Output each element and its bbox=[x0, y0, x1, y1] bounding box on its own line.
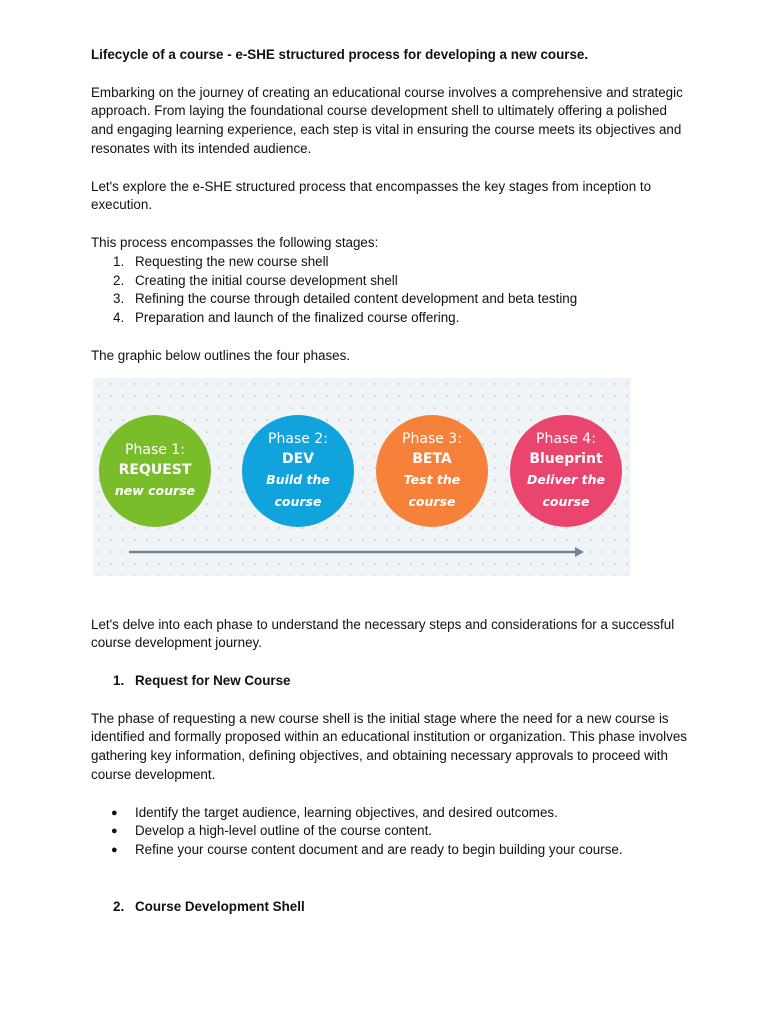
phase-desc: course bbox=[274, 493, 322, 509]
bullet-icon: ● bbox=[111, 806, 118, 819]
delve-paragraph: Let's delve into each phase to understand the necessary steps and considerations for a successful course development journey. bbox=[91, 616, 675, 651]
intro-paragraph: Embarking on the journey of creating an educational course involves a comprehensive and strategic approach. From laying the foundational course development shell to ultimately offering a polished and engaging learning experience, each step is vital in ensuring the course meets its objectives and resonates with its intended audience. bbox=[91, 84, 683, 156]
bullet-icon: ● bbox=[111, 825, 118, 838]
section-heading-text: Course Development Shell bbox=[135, 898, 305, 914]
bullet-text: Identify the target audience, learning objectives, and desired outcomes. bbox=[135, 804, 558, 820]
phase-desc: new course bbox=[114, 482, 196, 498]
stage-number: 2. bbox=[113, 272, 125, 288]
phase-label: Phase 3: bbox=[402, 430, 462, 447]
stage-item bbox=[91, 290, 691, 309]
stages-list bbox=[91, 253, 691, 328]
section-number: 1. bbox=[113, 672, 125, 688]
stages-intro: This process encompasses the following stages: bbox=[91, 234, 379, 250]
phase-name: DEV bbox=[281, 450, 315, 467]
phase-label: Phase 2: bbox=[268, 430, 328, 447]
section-heading-text: Request for New Course bbox=[135, 672, 291, 688]
bullet-item bbox=[91, 804, 691, 823]
bullet-item bbox=[91, 822, 691, 841]
stage-item bbox=[91, 309, 691, 328]
phase-2-circle bbox=[242, 415, 354, 527]
stage-number: 1. bbox=[113, 253, 125, 269]
phase-desc: course bbox=[408, 493, 456, 509]
explore-paragraph: Let's explore the e-SHE structured process that encompasses the key stages from inception to execution. bbox=[91, 178, 652, 213]
phase-label: Phase 1: bbox=[125, 441, 185, 458]
phase-3-circle bbox=[376, 415, 488, 527]
section-1-bullets bbox=[91, 804, 691, 860]
section-2-heading bbox=[91, 898, 691, 917]
section-number: 2. bbox=[113, 898, 125, 914]
phase-1-circle bbox=[99, 415, 211, 527]
document-title: Lifecycle of a course - e-SHE structured process for developing a new course. bbox=[91, 47, 589, 62]
phase-4-circle bbox=[510, 415, 622, 527]
stage-number: 3. bbox=[113, 291, 125, 307]
stage-text: Refining the course through detailed content development and beta testing bbox=[135, 291, 578, 307]
stage-item bbox=[91, 272, 691, 291]
section-1-body: The phase of requesting a new course shell is the initial stage where the need for a new course is identified and formally proposed within an educational institution or organization. This phase involves gathering key information, defining objectives, and obtaining necessary approvals to proceed with course development. bbox=[91, 710, 687, 782]
phases-graphic bbox=[93, 378, 631, 576]
phase-desc: course bbox=[542, 493, 590, 509]
section-1-heading bbox=[91, 672, 691, 691]
phase-label: Phase 4: bbox=[536, 430, 596, 447]
bullet-icon: ● bbox=[111, 844, 118, 857]
phase-desc: Deliver the bbox=[527, 471, 605, 487]
stage-text: Creating the initial course development shell bbox=[135, 272, 398, 288]
bullet-item bbox=[91, 841, 691, 860]
stage-item bbox=[91, 253, 691, 272]
document-page bbox=[91, 46, 691, 917]
stage-number: 4. bbox=[113, 310, 125, 326]
bullet-text: Develop a high-level outline of the course content. bbox=[135, 823, 433, 839]
timeline-arrow-icon bbox=[129, 546, 585, 558]
graphic-intro: The graphic below outlines the four phases. bbox=[91, 347, 351, 363]
phase-desc: Build the bbox=[266, 471, 330, 487]
stage-text: Preparation and launch of the finalized course offering. bbox=[135, 310, 460, 326]
phase-name: REQUEST bbox=[118, 461, 192, 478]
bullet-text: Refine your course content document and are ready to begin building your course. bbox=[135, 842, 623, 858]
stage-text: Requesting the new course shell bbox=[135, 253, 329, 269]
phase-desc: Test the bbox=[403, 471, 461, 487]
phase-name: BETA bbox=[412, 450, 452, 467]
phase-name: Blueprint bbox=[529, 450, 603, 467]
